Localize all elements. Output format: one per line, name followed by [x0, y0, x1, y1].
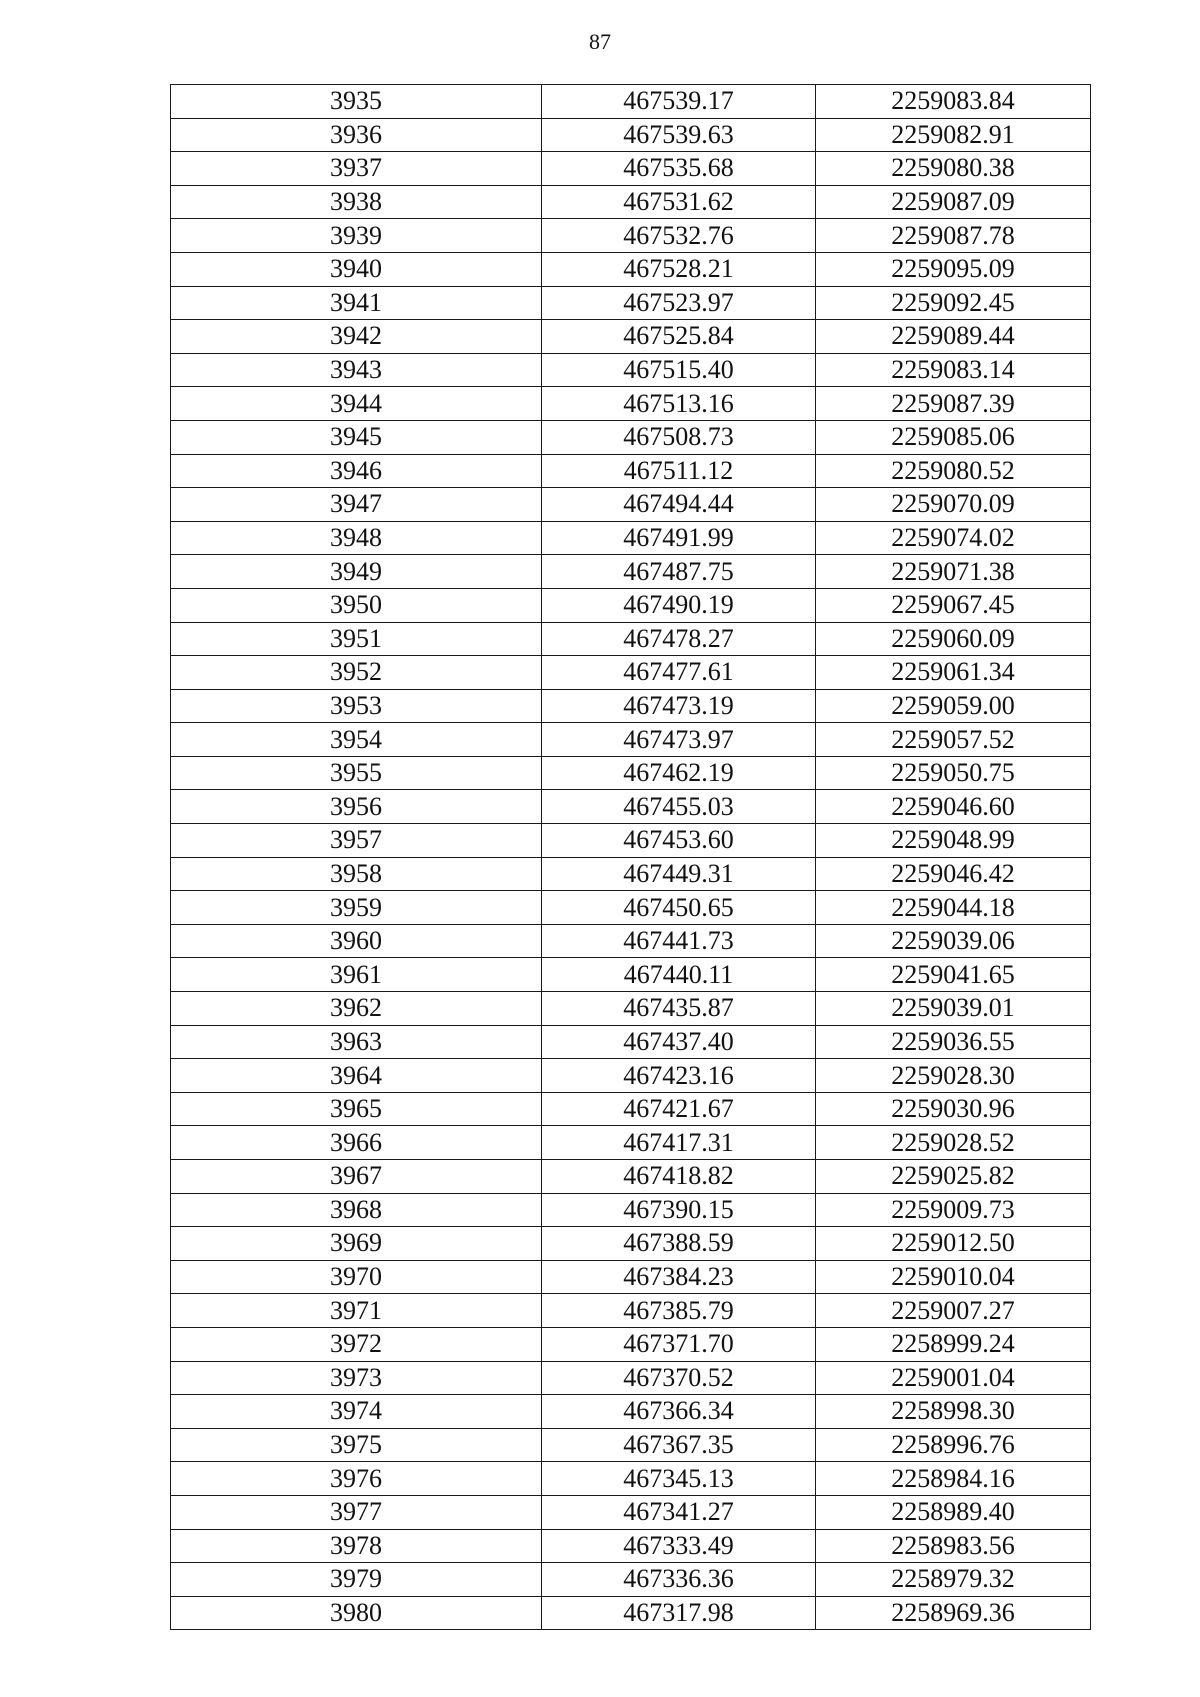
table-row: [171, 1462, 1091, 1496]
point-number-cell: 3966: [171, 1126, 542, 1160]
table-row: [171, 320, 1091, 354]
x-coordinate-cell: 467477.61: [542, 656, 816, 690]
point-number-cell: 3970: [171, 1260, 542, 1294]
x-coordinate-cell: 467441.73: [542, 924, 816, 958]
table-row: [171, 756, 1091, 790]
table-row: [171, 824, 1091, 858]
y-coordinate-cell: 2259082.91: [816, 118, 1091, 152]
table-row: [171, 1563, 1091, 1597]
y-coordinate-cell: 2259083.14: [816, 353, 1091, 387]
point-number-cell: 3967: [171, 1160, 542, 1194]
y-coordinate-cell: 2259092.45: [816, 286, 1091, 320]
table-row: [171, 1395, 1091, 1429]
y-coordinate-cell: 2259083.84: [816, 85, 1091, 119]
y-coordinate-cell: 2259057.52: [816, 723, 1091, 757]
y-coordinate-cell: 2259067.45: [816, 588, 1091, 622]
point-number-cell: 3958: [171, 857, 542, 891]
x-coordinate-cell: 467366.34: [542, 1395, 816, 1429]
point-number-cell: 3964: [171, 1059, 542, 1093]
table-row: [171, 1227, 1091, 1261]
table-row: [171, 1126, 1091, 1160]
point-number-cell: 3944: [171, 387, 542, 421]
table-row: [171, 958, 1091, 992]
point-number-cell: 3941: [171, 286, 542, 320]
x-coordinate-cell: 467390.15: [542, 1193, 816, 1227]
y-coordinate-cell: 2259071.38: [816, 555, 1091, 589]
table-row: [171, 454, 1091, 488]
table-row: [171, 1260, 1091, 1294]
table-row: [171, 656, 1091, 690]
x-coordinate-cell: 467473.19: [542, 689, 816, 723]
table-row: [171, 1327, 1091, 1361]
point-number-cell: 3976: [171, 1462, 542, 1496]
y-coordinate-cell: 2258979.32: [816, 1563, 1091, 1597]
x-coordinate-cell: 467453.60: [542, 824, 816, 858]
point-number-cell: 3979: [171, 1563, 542, 1597]
x-coordinate-cell: 467478.27: [542, 622, 816, 656]
y-coordinate-cell: 2259087.09: [816, 185, 1091, 219]
x-coordinate-cell: 467539.63: [542, 118, 816, 152]
x-coordinate-cell: 467345.13: [542, 1462, 816, 1496]
y-coordinate-cell: 2259085.06: [816, 420, 1091, 454]
point-number-cell: 3939: [171, 219, 542, 253]
point-number-cell: 3953: [171, 689, 542, 723]
x-coordinate-cell: 467317.98: [542, 1596, 816, 1630]
point-number-cell: 3959: [171, 891, 542, 925]
x-coordinate-cell: 467528.21: [542, 252, 816, 286]
table-row: [171, 1428, 1091, 1462]
point-number-cell: 3973: [171, 1361, 542, 1395]
point-number-cell: 3951: [171, 622, 542, 656]
table-row: [171, 219, 1091, 253]
x-coordinate-cell: 467370.52: [542, 1361, 816, 1395]
y-coordinate-cell: 2259046.42: [816, 857, 1091, 891]
table-row: [171, 420, 1091, 454]
y-coordinate-cell: 2259039.06: [816, 924, 1091, 958]
table-row: [171, 1529, 1091, 1563]
point-number-cell: 3965: [171, 1092, 542, 1126]
point-number-cell: 3937: [171, 152, 542, 186]
y-coordinate-cell: 2259025.82: [816, 1160, 1091, 1194]
y-coordinate-cell: 2259060.09: [816, 622, 1091, 656]
x-coordinate-cell: 467494.44: [542, 488, 816, 522]
point-number-cell: 3947: [171, 488, 542, 522]
y-coordinate-cell: 2259007.27: [816, 1294, 1091, 1328]
point-number-cell: 3955: [171, 756, 542, 790]
table-row: [171, 1059, 1091, 1093]
table-row: [171, 689, 1091, 723]
y-coordinate-cell: 2259030.96: [816, 1092, 1091, 1126]
table-row: [171, 992, 1091, 1026]
y-coordinate-cell: 2258989.40: [816, 1495, 1091, 1529]
table-row: [171, 85, 1091, 119]
point-number-cell: 3940: [171, 252, 542, 286]
y-coordinate-cell: 2258969.36: [816, 1596, 1091, 1630]
y-coordinate-cell: 2259089.44: [816, 320, 1091, 354]
x-coordinate-cell: 467385.79: [542, 1294, 816, 1328]
y-coordinate-cell: 2259046.60: [816, 790, 1091, 824]
point-number-cell: 3957: [171, 824, 542, 858]
table-row: [171, 185, 1091, 219]
x-coordinate-cell: 467435.87: [542, 992, 816, 1026]
x-coordinate-cell: 467490.19: [542, 588, 816, 622]
x-coordinate-cell: 467523.97: [542, 286, 816, 320]
table-row: [171, 252, 1091, 286]
point-number-cell: 3971: [171, 1294, 542, 1328]
point-number-cell: 3943: [171, 353, 542, 387]
y-coordinate-cell: 2259010.04: [816, 1260, 1091, 1294]
table-row: [171, 622, 1091, 656]
x-coordinate-cell: 467491.99: [542, 521, 816, 555]
x-coordinate-cell: 467450.65: [542, 891, 816, 925]
table-row: [171, 1294, 1091, 1328]
y-coordinate-cell: 2259041.65: [816, 958, 1091, 992]
point-number-cell: 3949: [171, 555, 542, 589]
x-coordinate-cell: 467462.19: [542, 756, 816, 790]
x-coordinate-cell: 467418.82: [542, 1160, 816, 1194]
point-number-cell: 3969: [171, 1227, 542, 1261]
y-coordinate-cell: 2259001.04: [816, 1361, 1091, 1395]
x-coordinate-cell: 467508.73: [542, 420, 816, 454]
table-row: [171, 521, 1091, 555]
point-number-cell: 3961: [171, 958, 542, 992]
y-coordinate-cell: 2258999.24: [816, 1327, 1091, 1361]
y-coordinate-cell: 2259012.50: [816, 1227, 1091, 1261]
y-coordinate-cell: 2259028.30: [816, 1059, 1091, 1093]
y-coordinate-cell: 2259039.01: [816, 992, 1091, 1026]
point-number-cell: 3972: [171, 1327, 542, 1361]
x-coordinate-cell: 467437.40: [542, 1025, 816, 1059]
table-row: [171, 488, 1091, 522]
table-row: [171, 723, 1091, 757]
y-coordinate-cell: 2259044.18: [816, 891, 1091, 925]
point-number-cell: 3968: [171, 1193, 542, 1227]
x-coordinate-cell: 467487.75: [542, 555, 816, 589]
x-coordinate-cell: 467531.62: [542, 185, 816, 219]
point-number-cell: 3975: [171, 1428, 542, 1462]
x-coordinate-cell: 467535.68: [542, 152, 816, 186]
y-coordinate-cell: 2259087.39: [816, 387, 1091, 421]
table-row: [171, 857, 1091, 891]
y-coordinate-cell: 2258984.16: [816, 1462, 1091, 1496]
y-coordinate-cell: 2259061.34: [816, 656, 1091, 690]
x-coordinate-cell: 467532.76: [542, 219, 816, 253]
table-row: [171, 790, 1091, 824]
x-coordinate-cell: 467449.31: [542, 857, 816, 891]
y-coordinate-cell: 2259087.78: [816, 219, 1091, 253]
point-number-cell: 3978: [171, 1529, 542, 1563]
point-number-cell: 3938: [171, 185, 542, 219]
y-coordinate-cell: 2259036.55: [816, 1025, 1091, 1059]
x-coordinate-cell: 467513.16: [542, 387, 816, 421]
y-coordinate-cell: 2259028.52: [816, 1126, 1091, 1160]
y-coordinate-cell: 2258983.56: [816, 1529, 1091, 1563]
coordinate-table-body: [171, 85, 1091, 1630]
point-number-cell: 3980: [171, 1596, 542, 1630]
table-row: [171, 1495, 1091, 1529]
y-coordinate-cell: 2259074.02: [816, 521, 1091, 555]
y-coordinate-cell: 2259059.00: [816, 689, 1091, 723]
y-coordinate-cell: 2258998.30: [816, 1395, 1091, 1429]
x-coordinate-cell: 467455.03: [542, 790, 816, 824]
y-coordinate-cell: 2258996.76: [816, 1428, 1091, 1462]
y-coordinate-cell: 2259048.99: [816, 824, 1091, 858]
y-coordinate-cell: 2259050.75: [816, 756, 1091, 790]
table-row: [171, 1160, 1091, 1194]
point-number-cell: 3952: [171, 656, 542, 690]
x-coordinate-cell: 467333.49: [542, 1529, 816, 1563]
point-number-cell: 3936: [171, 118, 542, 152]
x-coordinate-cell: 467473.97: [542, 723, 816, 757]
x-coordinate-cell: 467539.17: [542, 85, 816, 119]
point-number-cell: 3960: [171, 924, 542, 958]
x-coordinate-cell: 467384.23: [542, 1260, 816, 1294]
x-coordinate-cell: 467388.59: [542, 1227, 816, 1261]
table-row: [171, 555, 1091, 589]
point-number-cell: 3945: [171, 420, 542, 454]
point-number-cell: 3977: [171, 1495, 542, 1529]
table-row: [171, 387, 1091, 421]
x-coordinate-cell: 467367.35: [542, 1428, 816, 1462]
x-coordinate-cell: 467417.31: [542, 1126, 816, 1160]
x-coordinate-cell: 467423.16: [542, 1059, 816, 1093]
x-coordinate-cell: 467515.40: [542, 353, 816, 387]
y-coordinate-cell: 2259080.52: [816, 454, 1091, 488]
table-row: [171, 118, 1091, 152]
table-row: [171, 588, 1091, 622]
y-coordinate-cell: 2259070.09: [816, 488, 1091, 522]
table-row: [171, 891, 1091, 925]
x-coordinate-cell: 467336.36: [542, 1563, 816, 1597]
table-row: [171, 1193, 1091, 1227]
table-row: [171, 1025, 1091, 1059]
y-coordinate-cell: 2259009.73: [816, 1193, 1091, 1227]
x-coordinate-cell: 467371.70: [542, 1327, 816, 1361]
x-coordinate-cell: 467341.27: [542, 1495, 816, 1529]
point-number-cell: 3962: [171, 992, 542, 1026]
table-row: [171, 1092, 1091, 1126]
table-row: [171, 286, 1091, 320]
point-number-cell: 3935: [171, 85, 542, 119]
table-row: [171, 1596, 1091, 1630]
x-coordinate-cell: 467511.12: [542, 454, 816, 488]
point-number-cell: 3954: [171, 723, 542, 757]
x-coordinate-cell: 467525.84: [542, 320, 816, 354]
point-number-cell: 3963: [171, 1025, 542, 1059]
x-coordinate-cell: 467421.67: [542, 1092, 816, 1126]
point-number-cell: 3946: [171, 454, 542, 488]
table-row: [171, 353, 1091, 387]
coordinate-table: [170, 84, 1091, 1630]
point-number-cell: 3974: [171, 1395, 542, 1429]
point-number-cell: 3942: [171, 320, 542, 354]
page-number: 87: [589, 29, 611, 54]
table-row: [171, 924, 1091, 958]
point-number-cell: 3956: [171, 790, 542, 824]
table-row: [171, 1361, 1091, 1395]
y-coordinate-cell: 2259080.38: [816, 152, 1091, 186]
point-number-cell: 3950: [171, 588, 542, 622]
y-coordinate-cell: 2259095.09: [816, 252, 1091, 286]
table-row: [171, 152, 1091, 186]
x-coordinate-cell: 467440.11: [542, 958, 816, 992]
point-number-cell: 3948: [171, 521, 542, 555]
